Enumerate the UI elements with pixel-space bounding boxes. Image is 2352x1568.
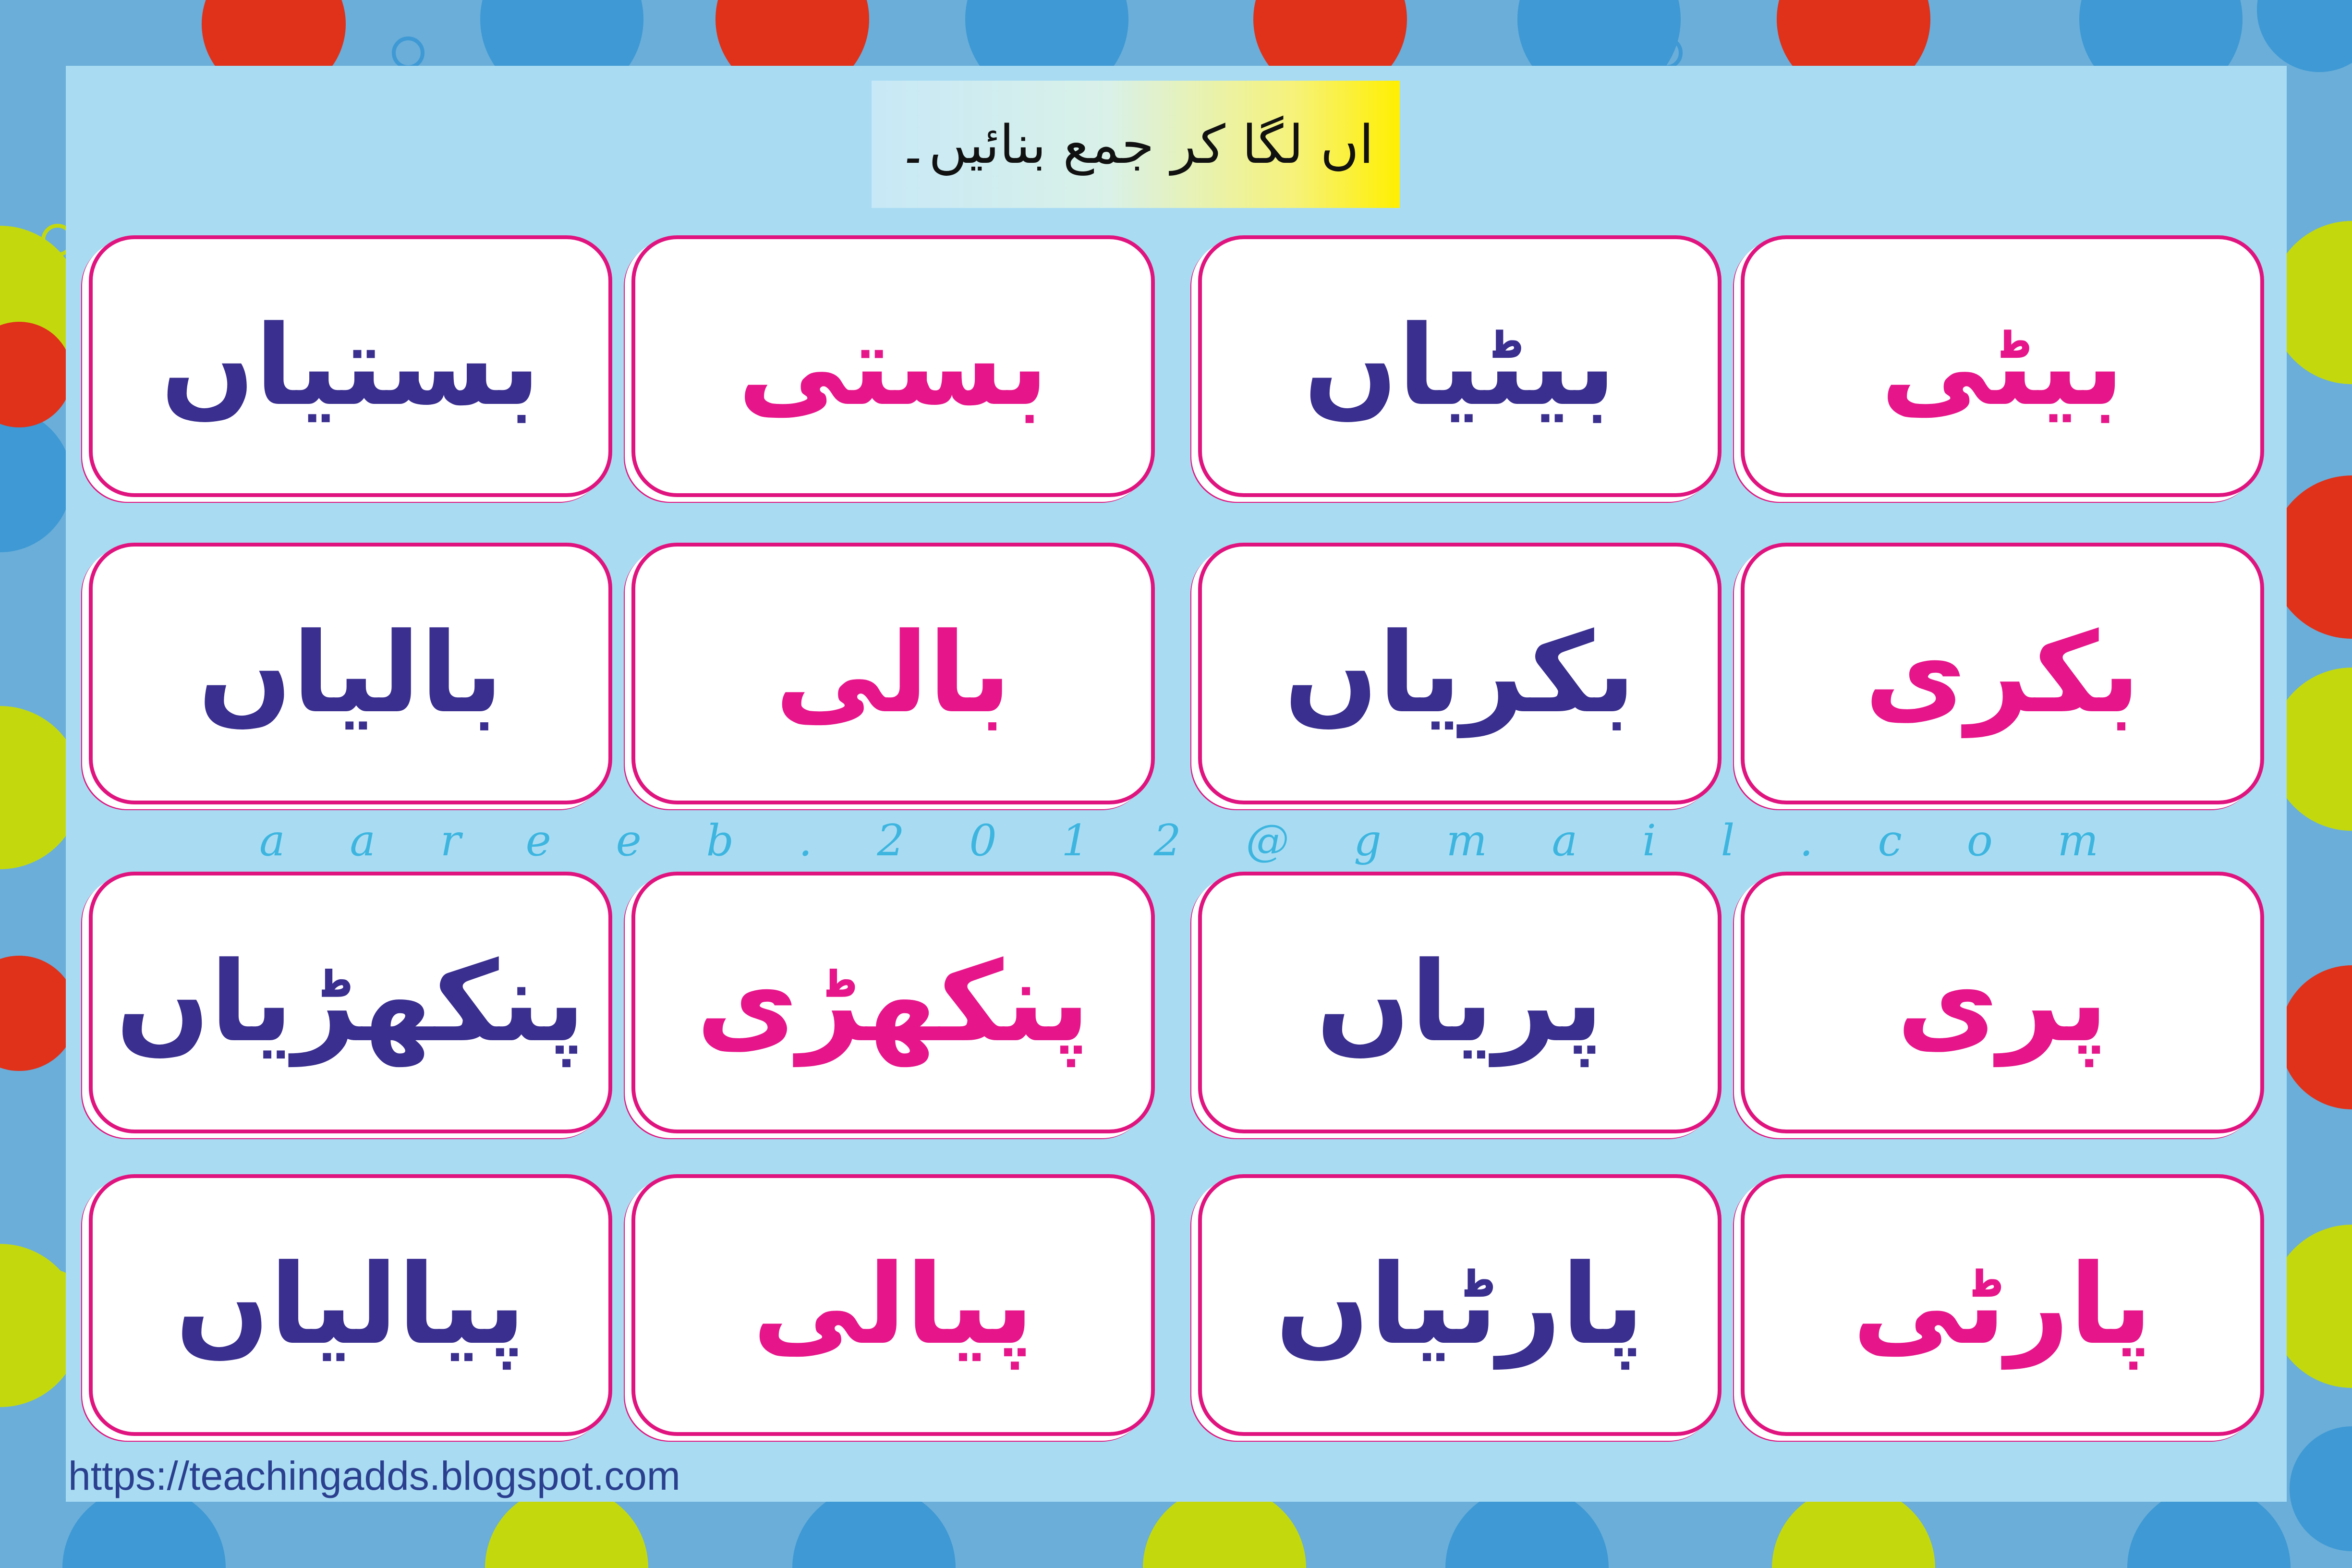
email-char: e (616, 815, 642, 866)
plural-word-card: بیٹیاں (1198, 235, 1722, 497)
singular-word-card: پنکھڑی (631, 872, 1155, 1133)
email-char: l (1721, 815, 1735, 866)
email-char: 2 (1153, 815, 1181, 866)
singular-word-card: بالی (631, 543, 1155, 804)
plural-word-card: پریاں (1198, 872, 1722, 1133)
email-char: b (706, 815, 734, 866)
singular-word-card: بکری (1741, 543, 2264, 804)
email-char: a (259, 815, 285, 866)
email-char: . (799, 815, 812, 866)
plural-word-card: بالیاں (89, 543, 612, 804)
email-char: 1 (1061, 815, 1089, 866)
email-char: e (525, 815, 551, 866)
email-char: a (1552, 815, 1578, 866)
email-char: @ (1246, 815, 1289, 866)
email-char: 2 (877, 815, 905, 866)
worksheet-title: اں لگا کر جمع بنائیں۔ (872, 81, 1400, 208)
website-link[interactable]: https://teachingadds.blogspot.com (68, 1453, 680, 1498)
singular-word-card: پارٹی (1741, 1174, 2264, 1436)
email-watermark (259, 812, 2098, 869)
plural-word-card: پیالیاں (89, 1174, 612, 1436)
email-char: m (2057, 815, 2098, 866)
plural-word-card: بکریاں (1198, 543, 1722, 804)
email-char: a (350, 815, 376, 866)
email-char: m (1446, 815, 1487, 866)
email-char: 0 (969, 815, 997, 866)
email-char: i (1642, 815, 1656, 866)
singular-word-card: بیٹی (1741, 235, 2264, 497)
plural-word-card: پارٹیاں (1198, 1174, 1722, 1436)
email-char: c (1878, 815, 1902, 866)
plural-word-card: بستیاں (89, 235, 612, 497)
singular-word-card: بستی (631, 235, 1155, 497)
email-char: o (1966, 815, 1993, 866)
singular-word-card: پیالی (631, 1174, 1155, 1436)
plural-word-card: پنکھڑیاں (89, 872, 612, 1133)
singular-word-card: پری (1741, 872, 2264, 1133)
email-char: g (1354, 815, 1382, 866)
email-char: r (440, 815, 461, 866)
email-char: . (1799, 815, 1813, 866)
